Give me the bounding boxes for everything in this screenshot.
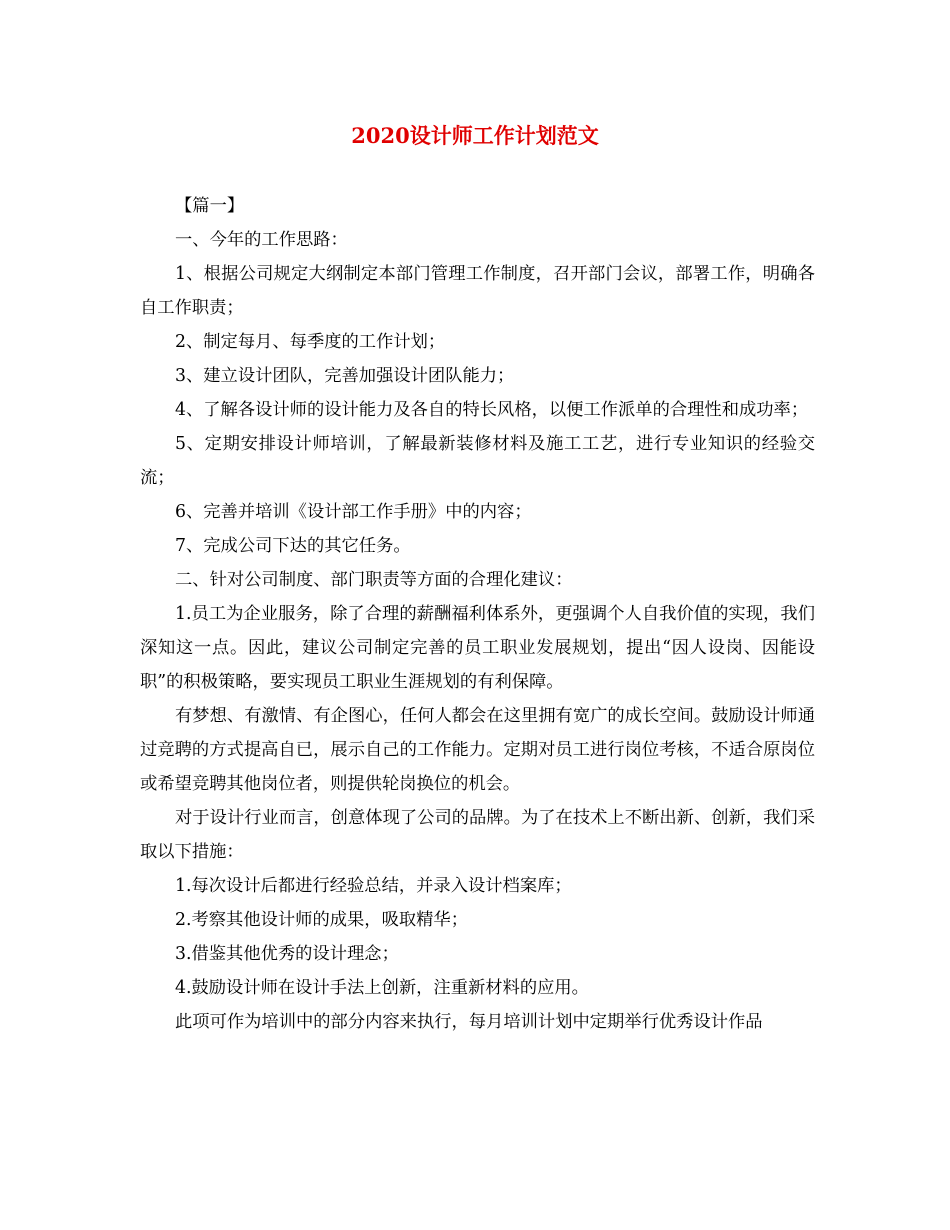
paragraph: 有梦想、有激情、有企图心，任何人都会在这里拥有宽广的成长空间。鼓励设计师通过竞聘的方式提高自已，展示自己的工作能力。定期对员工进行岗位考核，不适合原岗位或希望竞聘其他岗位者，则提供轮岗换位的机会。 bbox=[140, 706, 815, 794]
paragraph: 一、今年的工作思路： bbox=[175, 230, 348, 250]
paragraph: 2.考察其他设计师的成果，吸取精华； bbox=[175, 910, 468, 930]
paragraph: 6、完善并培训《设计部工作手册》中的内容； bbox=[175, 502, 532, 522]
document-title: 2020设计师工作计划范文 bbox=[351, 123, 599, 148]
paragraph: 4.鼓励设计师在设计手法上创新，注重新材料的应用。 bbox=[175, 978, 589, 998]
paragraph: 1、根据公司规定大纲制定本部门管理工作制度，召开部门会议，部署工作，明确各自工作职责； bbox=[140, 264, 815, 318]
paragraph: 1.每次设计后都进行经验总结，并录入设计档案库； bbox=[175, 876, 572, 896]
document-body bbox=[140, 189, 815, 1039]
paragraph: 二、针对公司制度、部门职责等方面的合理化建议： bbox=[175, 570, 573, 590]
paragraph: 7、完成公司下达的其它任务。 bbox=[175, 536, 411, 556]
paragraph: 对于设计行业而言，创意体现了公司的品牌。为了在技术上不断出新、创新，我们采取以下措施： bbox=[140, 808, 815, 862]
paragraph: 1.员工为企业服务，除了合理的薪酬福利体系外，更强调个人自我价值的实现，我们深知这一点。因此，建议公司制定完善的员工职业发展规划，提出“因人设岗、因能设职”的积极策略，要实现员工职业生涯规划的有利保障。 bbox=[140, 604, 815, 692]
paragraph: 此项可作为培训中的部分内容来执行，每月培训计划中定期举行优秀设计作品 bbox=[175, 1012, 763, 1032]
paragraph: 5、定期安排设计师培训，了解最新装修材料及施工工艺，进行专业知识的经验交流； bbox=[140, 434, 815, 488]
paragraph: 2、制定每月、每季度的工作计划； bbox=[175, 332, 446, 352]
paragraph: 3、建立设计团队，完善加强设计团队能力； bbox=[175, 366, 515, 386]
paragraph: 4、了解各设计师的设计能力及各自的特长风格，以便工作派单的合理性和成功率； bbox=[175, 400, 809, 420]
section-heading: 【篇一】 bbox=[175, 196, 245, 216]
paragraph: 3.借鉴其他优秀的设计理念； bbox=[175, 944, 399, 964]
